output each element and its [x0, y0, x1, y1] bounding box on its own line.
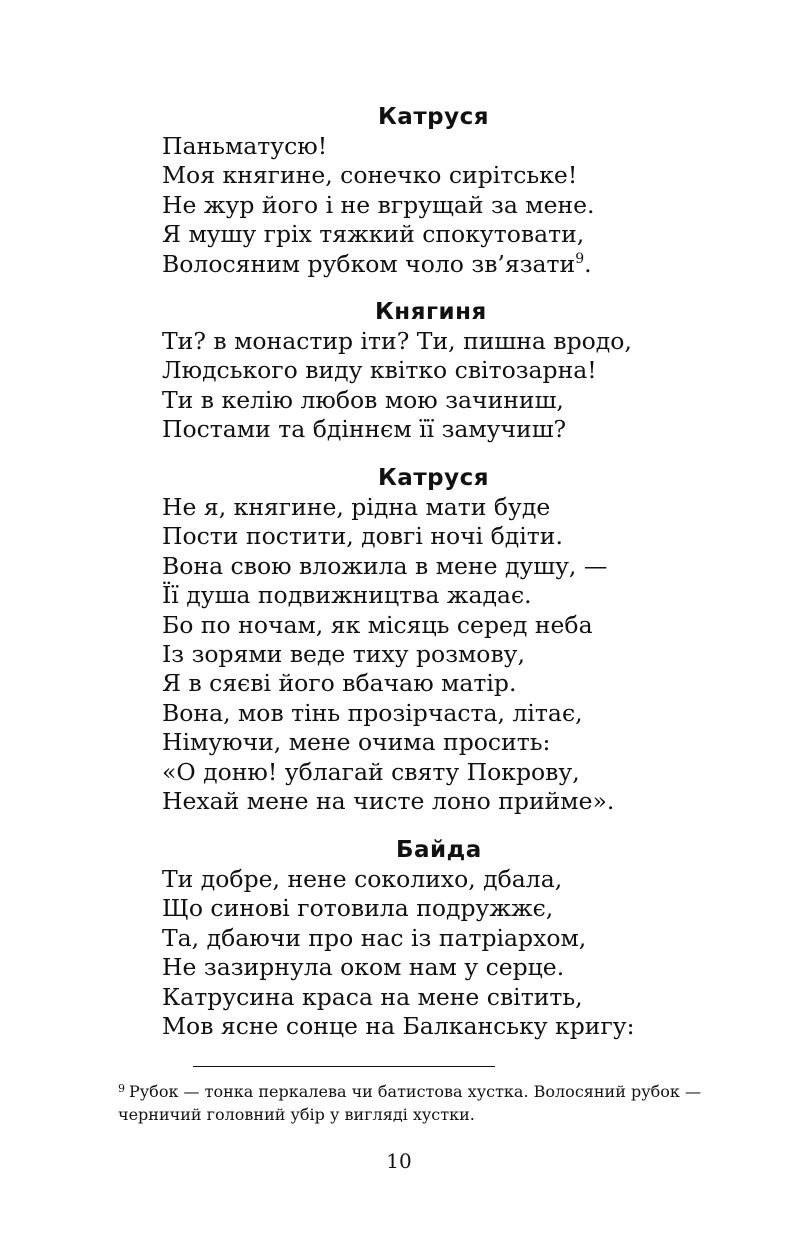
footnote-separator — [193, 1066, 495, 1067]
verse — [0, 865, 798, 1041]
verse-line-with-footnote — [162, 250, 798, 279]
verse-line: Ти? в монастир іти? Ти, пишна вродо, — [162, 327, 632, 355]
verse-line: Не я, княгине, рідна мати буде — [162, 493, 551, 521]
verse — [0, 327, 798, 445]
speaker-name: Катруся — [378, 465, 490, 491]
verse-line: Я в сяєві його вбачаю матір. — [162, 669, 517, 698]
verse-line: Не жур його і не вгрущай за мене. — [162, 190, 595, 219]
verse-line: Не зазирнула оком нам у серце. — [162, 953, 565, 982]
verse-line: Та, дбаючи про нас із патріархом, — [162, 923, 587, 952]
speech-block-kniahynia — [0, 297, 798, 445]
verse-line: Пости постити, довгі ночі бдіти. — [162, 522, 563, 551]
verse-line: «О доню! ублагай святу Покрову, — [162, 757, 580, 786]
footnote-reference: 9 — [575, 250, 585, 267]
verse-line: Постами та бдіннєм її замучиш? — [162, 415, 567, 444]
verse — [0, 132, 798, 279]
speaker-name: Байда — [396, 837, 482, 863]
verse-line: Мов ясне сонце на Балканську кригу: — [162, 1011, 635, 1040]
verse-line: Її душа подвижництва жадає. — [162, 581, 532, 610]
footnote — [118, 1080, 738, 1126]
verse-line: Нехай мене на чисте лоно прийме». — [162, 786, 615, 815]
footnote-line: черничий головний убір у вигляді хустки. — [118, 1105, 475, 1124]
verse-line: Людського виду квітко світозарна! — [162, 356, 597, 385]
verse-line-period: . — [584, 249, 592, 278]
verse-line: Катрусина краса на мене світить, — [162, 982, 583, 1011]
speaker-name: Катруся — [378, 104, 490, 130]
verse-line: Вона, мов тінь прозірчаста, літає, — [162, 698, 583, 727]
verse — [0, 493, 798, 816]
footnote-text: Рубок — тонка перкалева чи батистова хустка. Волосяний рубок — — [129, 1082, 701, 1101]
verse-line: Я мушу гріх тяжкий спокутовати, — [162, 220, 585, 249]
verse-line: Паньматусю! — [162, 132, 328, 160]
verse-line: Ти добре, нене соколихо, дбала, — [162, 865, 563, 893]
verse-line: Що синові готовила подружжє, — [162, 894, 554, 923]
speech-block-katrusia-1 — [0, 102, 798, 279]
verse-line: Німуючи, мене очима просить: — [162, 728, 551, 757]
footnote-line — [118, 1080, 738, 1103]
verse-line: Ти в келію любов мою зачиниш, — [162, 385, 564, 414]
footnote-mark: 9 — [118, 1082, 125, 1095]
speaker-name: Княгиня — [375, 299, 487, 325]
page-number: 10 — [386, 1149, 412, 1173]
verse-line: Бо по ночам, як місяць серед неба — [162, 610, 593, 639]
verse-line: Моя княгине, сонечко сирітське! — [162, 161, 578, 190]
speech-block-baida — [0, 835, 798, 1041]
verse-line: Вона свою вложила в мене душу, — — [162, 551, 608, 580]
verse-line-text: Волосяним рубком чоло зв’язати — [162, 249, 576, 278]
verse-line: Із зорями веде тиху розмову, — [162, 639, 525, 668]
speech-block-katrusia-2 — [0, 463, 798, 816]
